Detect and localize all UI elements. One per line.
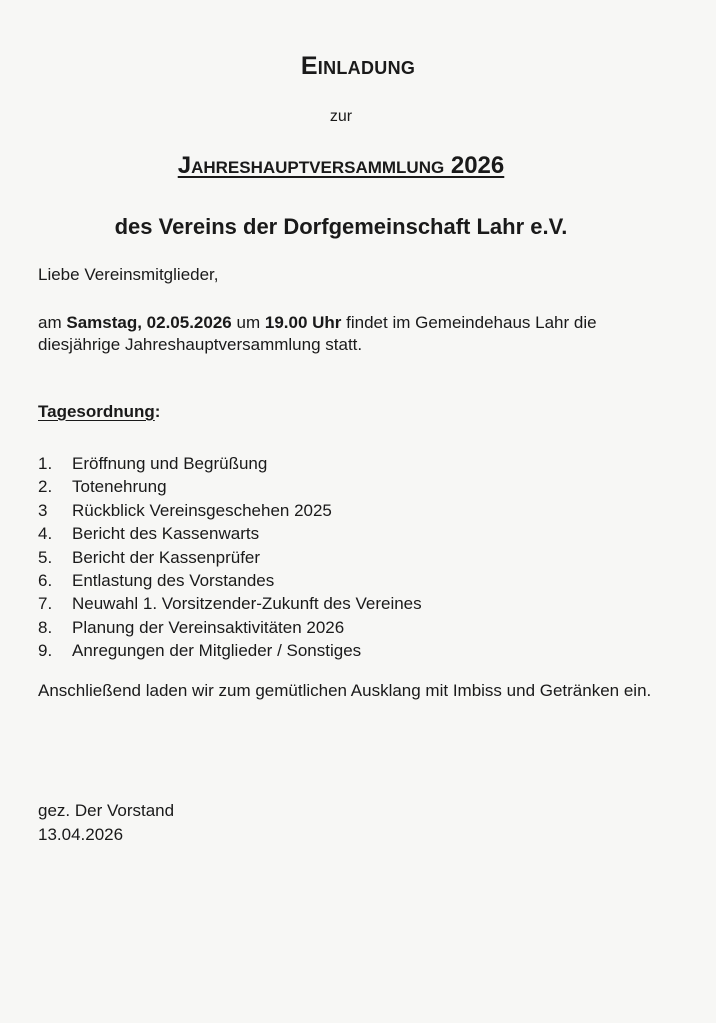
agenda-item	[38, 569, 422, 592]
agenda-item-number: 5.	[38, 547, 53, 567]
agenda-item-text: Totenehrung	[72, 477, 167, 497]
agenda-item-number: 2.	[38, 477, 53, 497]
agenda-item-text: Rückblick Vereinsgeschehen 2025	[72, 500, 332, 520]
agenda-item	[38, 592, 422, 615]
closing-paragraph: Anschließend laden wir zum gemütlichen Ausklang mit Imbiss und Getränken ein.	[38, 681, 652, 700]
signature: gez. Der Vorstand	[38, 801, 175, 820]
agenda-item-text: Bericht des Kassenwarts	[72, 524, 260, 544]
agenda-item-number: 7.	[38, 594, 53, 614]
agenda-item	[38, 499, 422, 522]
agenda-item	[38, 475, 422, 498]
agenda-item-number: 9.	[38, 641, 53, 661]
agenda-item-number: 4.	[38, 524, 53, 544]
announcement-middle: um	[236, 313, 261, 332]
agenda-item-text: Entlastung des Vorstandes	[72, 570, 275, 590]
announcement-suffix: findet im Gemeindehaus Lahr die diesjährige Jahreshauptversammlung statt.	[38, 313, 597, 354]
agenda-item-text: Bericht der Kassenprüfer	[72, 547, 261, 567]
agenda-item	[38, 616, 422, 639]
meeting-time: 19.00 Uhr	[264, 313, 342, 332]
agenda-item-number: 6.	[38, 570, 53, 590]
meeting-day: Samstag, 02.05.2026	[66, 313, 232, 332]
agenda-heading-colon: :	[154, 402, 161, 421]
agenda-item-text: Planung der Vereinsaktivitäten 2026	[72, 617, 345, 637]
announcement-prefix: am	[38, 313, 62, 332]
agenda-item	[38, 546, 422, 569]
zur-label: zur	[329, 108, 353, 125]
agenda-item-number: 3	[38, 500, 48, 520]
meeting-title: Jahreshauptversammlung 2026	[177, 152, 505, 179]
document-title: Einladung	[300, 52, 416, 80]
agenda-item-number: 8.	[38, 617, 53, 637]
club-name: des Vereins der Dorfgemeinschaft Lahr e.V.	[114, 214, 568, 239]
agenda-item	[38, 452, 422, 475]
agenda-item-text: Eröffnung und Begrüßung	[72, 454, 268, 473]
agenda-item	[38, 522, 422, 545]
agenda-heading	[38, 402, 160, 422]
agenda-item-number: 1.	[38, 454, 53, 473]
agenda-item-text: Neuwahl 1. Vorsitzender-Zukunft des Vereines	[72, 594, 422, 614]
agenda-list	[38, 452, 422, 663]
greeting: Liebe Vereinsmitglieder,	[38, 265, 219, 284]
agenda-item	[38, 639, 422, 662]
announcement-paragraph	[38, 312, 638, 356]
agenda-heading-label: Tagesordnung	[38, 402, 155, 421]
document-date: 13.04.2026	[38, 825, 124, 844]
agenda-item-text: Anregungen der Mitglieder / Sonstiges	[72, 641, 362, 661]
